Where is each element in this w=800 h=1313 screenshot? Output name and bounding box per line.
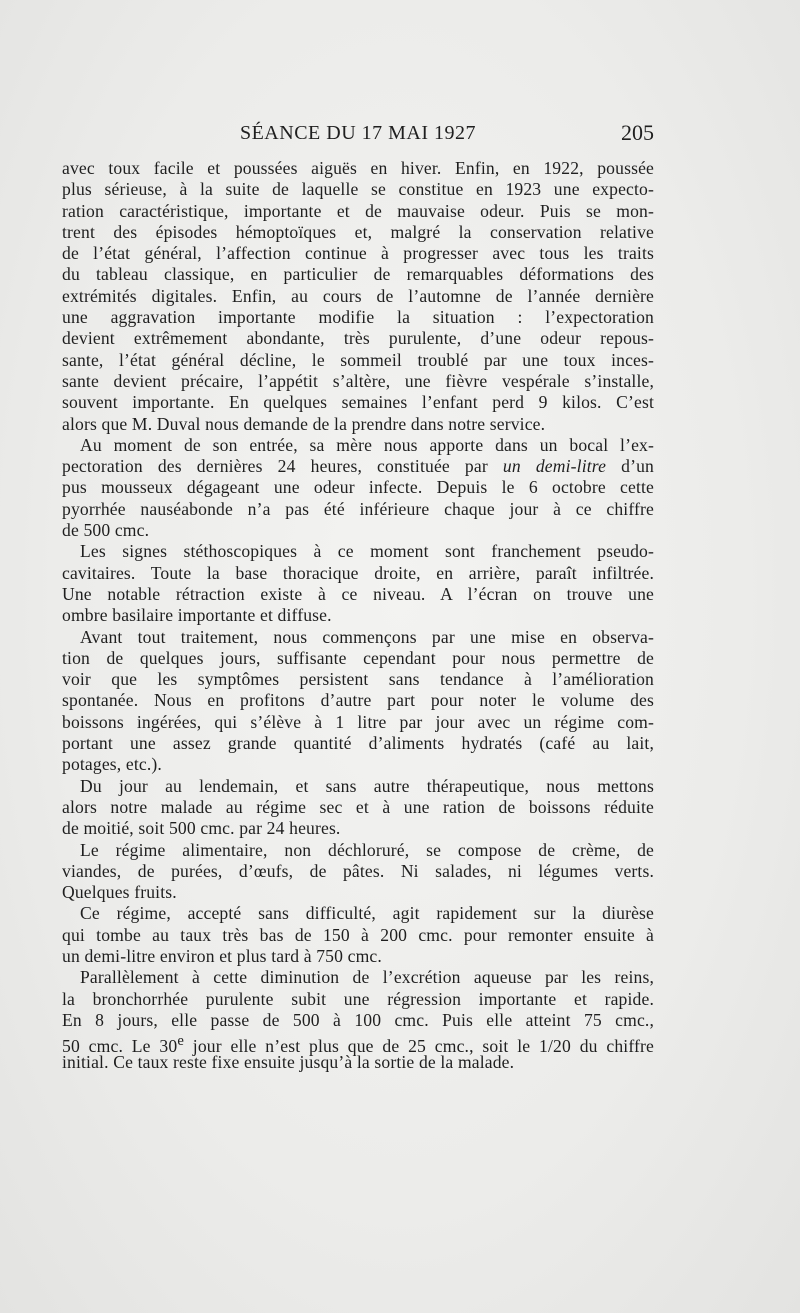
text-line (62, 1031, 654, 1057)
text-line: un demi-litre environ et plus tard à 750 cmc. (62, 945, 382, 966)
text-fragment: 50 cmc. Le 30 (62, 1036, 178, 1057)
text-fragment: jour elle n’est plus que de 25 cmc., soit le 1/20 du chiffre (183, 1036, 654, 1057)
text-line: alors que M. Duval nous demande de la prendre dans notre service. (62, 413, 546, 434)
text-line: sante devient précaire, l’appétit s’altère, une fièvre vespérale s’installe, (62, 370, 654, 391)
text-line: plus sérieuse, à la suite de laquelle se constitue en 1923 une expecto- (62, 179, 654, 200)
text-line: pus mousseux dégageant une odeur infecte. Depuis le 6 octobre cette (62, 477, 654, 498)
text-line: Ce régime, accepté sans difficulté, agit rapidement sur la diurèse (80, 903, 654, 924)
text-line: Avant tout traitement, nous commençons par une mise en observa- (80, 626, 654, 647)
text-line: avec toux facile et poussées aiguës en hiver. Enfin, en 1922, poussée (62, 158, 654, 178)
text-line: qui tombe au taux très bas de 150 à 200 cmc. pour remonter ensuite à (62, 924, 654, 945)
text-line: boissons ingérées, qui s’élève à 1 litre par jour avec un régime com- (62, 711, 654, 732)
text-line: viandes, de purées, d’œufs, de pâtes. Ni salades, ni légumes verts. (62, 860, 654, 881)
text-line: de 500 cmc. (62, 520, 150, 541)
text-line: tion de quelques jours, suffisante cependant pour nous permettre de (62, 647, 654, 668)
text-line: cavitaires. Toute la base thoracique droite, en arrière, paraît infiltrée. (62, 562, 654, 583)
text-line: de l’état général, l’affection continue à progresser avec tous les traits (62, 243, 654, 264)
page-header (60, 118, 656, 154)
superscript: e (177, 1033, 184, 1050)
text-line: trent des épisodes hémoptoïques et, malgré la conservation relative (62, 221, 654, 242)
text-line: spontanée. Nous en profitons d’autre part pour noter le volume des (62, 690, 654, 711)
text-line: du tableau classique, en particulier de remarquables déformations des (62, 264, 654, 285)
text-line: ration caractéristique, importante et de mauvaise odeur. Puis se mon- (62, 200, 654, 221)
text-line: Quelques fruits. (62, 882, 177, 903)
text-line: initial. Ce taux reste fixe ensuite jusqu’à la sortie de la malade. (62, 1052, 515, 1073)
italic-phrase: un demi-litre (502, 456, 607, 477)
text-line: Les signes stéthoscopiques à ce moment sont franchement pseudo- (80, 541, 654, 562)
text-fragment: d’un (606, 456, 654, 477)
text-line: la bronchorrhée purulente subit une régression importante et rapide. (62, 988, 654, 1009)
text-line: Le régime alimentaire, non déchloruré, se compose de crème, de (80, 839, 654, 860)
text-line: potages, etc.). (62, 754, 162, 775)
page-number: 205 (621, 120, 654, 145)
text-line: souvent importante. En quelques semaines l’enfant perd 9 kilos. C’est (62, 392, 654, 413)
text-line: Parallèlement à cette diminution de l’excrétion aqueuse par les reins, (80, 967, 654, 988)
text-line: de moitié, soit 500 cmc. par 24 heures. (62, 818, 341, 839)
text-line: portant une assez grande quantité d’aliments hydratés (café au lait, (62, 733, 654, 754)
text-line: une aggravation importante modifie la situation : l’expectoration (62, 307, 654, 328)
text-line: Au moment de son entrée, sa mère nous apporte dans un bocal l’ex- (80, 434, 654, 455)
text-line: voir que les symptômes persistent sans tendance à l’amélioration (62, 669, 654, 690)
text-line: Une notable rétraction existe à ce niveau. A l’écran on trouve une (62, 583, 654, 604)
text-line: En 8 jours, elle passe de 500 à 100 cmc. Puis elle atteint 75 cmc., (62, 1009, 654, 1030)
text-line: extrémités digitales. Enfin, au cours de l’automne de l’année dernière (62, 285, 654, 306)
text-line: sante, l’état général décline, le sommeil troublé par une toux inces- (62, 349, 654, 370)
text-line: pyorrhée nauséabonde n’a pas été inférieure chaque jour à ce chiffre (62, 498, 654, 519)
text-line: devient extrêmement abondante, très purulente, d’une odeur repous- (62, 328, 654, 349)
text-line: Du jour au lendemain, et sans autre thérapeutique, nous mettons (80, 775, 654, 796)
text-line: ombre basilaire importante et diffuse. (62, 605, 332, 626)
text-line (62, 456, 654, 477)
text-line: alors notre malade au régime sec et à une ration de boissons réduite (62, 796, 654, 817)
running-head: SÉANCE DU 17 MAI 1927 (239, 122, 477, 144)
text-fragment: pectoration des dernières 24 heures, constituée par (62, 456, 488, 477)
body-text (62, 158, 654, 1074)
